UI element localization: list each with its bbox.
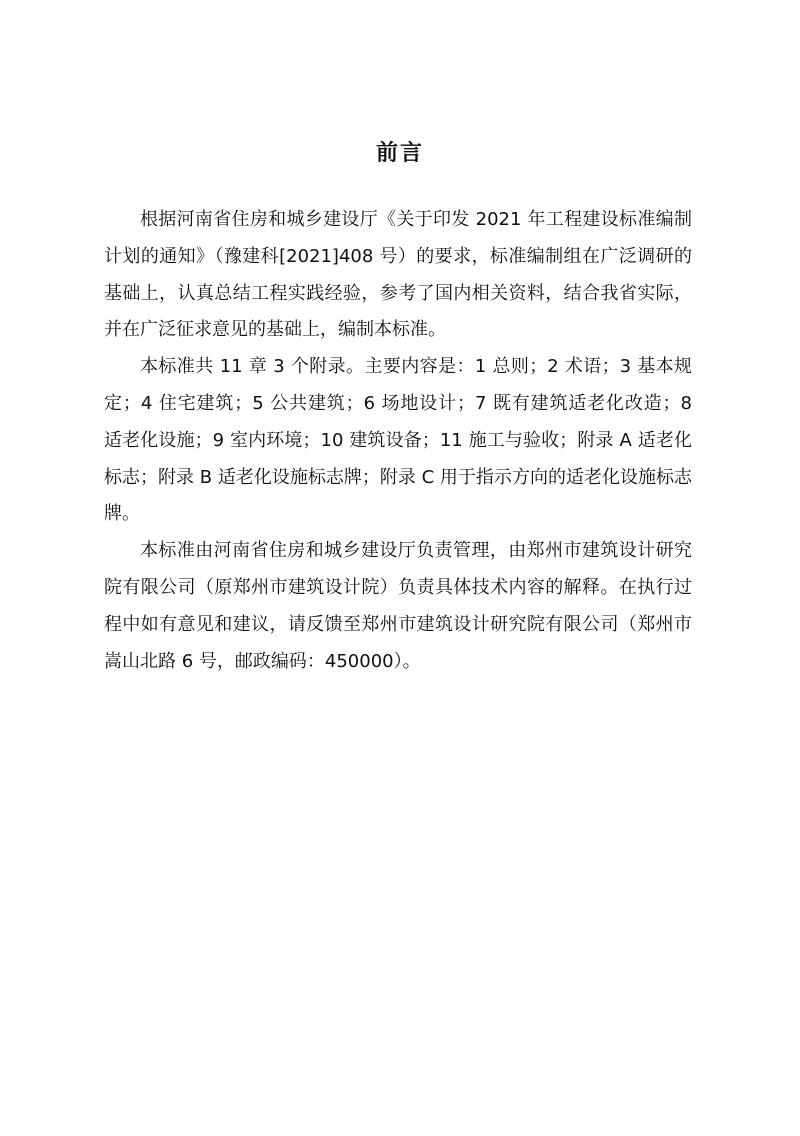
page-title: 前言 xyxy=(375,141,424,166)
paragraph-contents: 本标准共 11 章 3 个附录。主要内容是：1 总则；2 术语；3 基本规定；4 住宅建筑；5 公共建筑；6 场地设计；7 既有建筑适老化改造；8 适老化设施；9 室内环境；10 建筑设备；11 施工与验收；附录 A 适老化标志；附录 B 适老化设施标志牌；附录 C 用于指示方向的适老化设施标志牌。 xyxy=(104,356,692,525)
paragraph-management: 本标准由河南省住房和城乡建设厅负责管理，由郑州市建筑设计研究院有限公司（原郑州市建筑设计院）负责具体技术内容的解释。在执行过程中如有意见和建议，请反馈至郑州市建筑设计研究院有限公司（郑州市嵩山北路 6 号，邮政编码：450000）。 xyxy=(104,540,692,672)
paragraph-background: 根据河南省住房和城乡建设厅《关于印发 2021 年工程建设标准编制计划的通知》（豫建科[2021]408 号）的要求，标准编制组在广泛调研的基础上，认真总结工程实践经验，参考了国内相关资料，结合我省实际，并在广泛征求意见的基础上，编制本标准。 xyxy=(104,209,692,341)
body-text xyxy=(104,202,692,680)
